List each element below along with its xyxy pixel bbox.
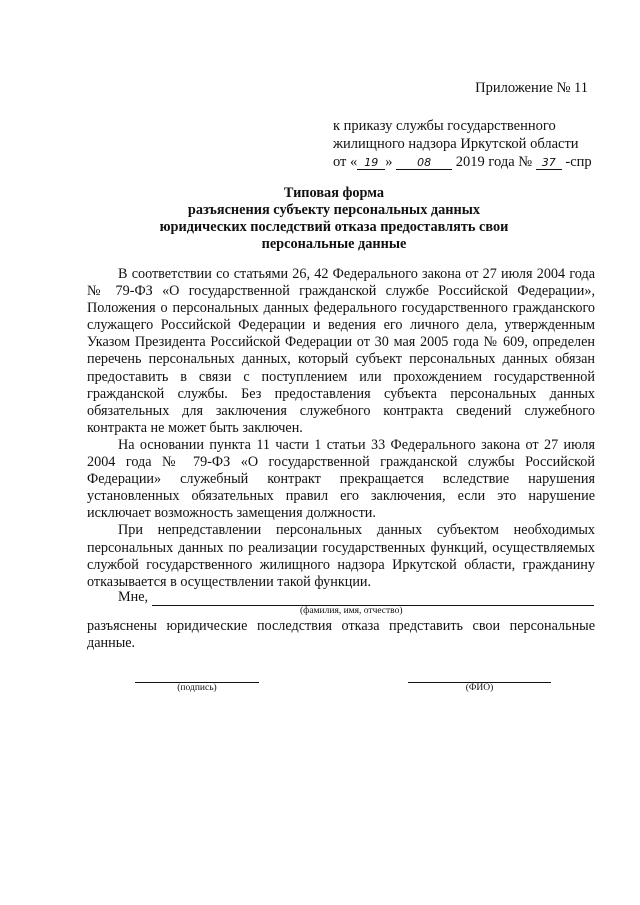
- order-date-line: [333, 153, 592, 171]
- title-line-1: Типовая форма: [283, 185, 385, 201]
- order-year-text: 2019 года №: [455, 154, 533, 170]
- order-line-1: к приказу службы государственного: [333, 118, 556, 134]
- fio-line[interactable]: [408, 670, 551, 683]
- form-title: [118, 185, 550, 253]
- paragraph-2: На основании пункта 11 части 1 статьи 33 Федерального закона от 27 июля 2004 года № 79-ФЗ «О государственной гражданской службы Российской Федерации» служебный контракт прекращается вследствие нарушения установленных обязательных правил его заключения, если это нарушение исключает возможность замещения должности.: [87, 436, 595, 522]
- order-day-handwritten: 19: [357, 157, 385, 170]
- paragraph-3: При непредставлении персональных данных субъектом необходимых персональных данных по реализации государственных функций, осуществляемых службой государственного жилищного надзора Иркутской области, гражданину отказывается в осуществлении такой функции.: [87, 522, 595, 590]
- name-row: [118, 589, 594, 606]
- order-number-handwritten: 37: [536, 157, 562, 170]
- signature-line[interactable]: [135, 670, 259, 683]
- fio-short-hint: (ФИО): [465, 683, 494, 693]
- appendix-number: Приложение № 11: [475, 80, 588, 96]
- body-text: [87, 266, 595, 591]
- order-month-handwritten: 08: [396, 157, 452, 170]
- fio-block: [408, 670, 551, 693]
- order-date-prefix: от «: [333, 154, 358, 170]
- acknowledgement-text: разъяснены юридические последствия отказа представить свои персональные данные.: [87, 618, 595, 652]
- order-line-2: жилищного надзора Иркутской области: [333, 136, 579, 152]
- title-line-2: разъяснения субъекту персональных данных: [187, 202, 481, 218]
- name-entry-line[interactable]: [152, 591, 594, 606]
- signature-hint: (подпись): [177, 683, 217, 693]
- order-reference: [333, 117, 592, 171]
- signature-block: [135, 670, 259, 693]
- fio-hint: (фамилия, имя, отчество): [300, 606, 403, 616]
- me-label: Мне,: [118, 589, 149, 605]
- order-suffix: -спр: [565, 154, 592, 170]
- order-date-mid: »: [385, 154, 393, 170]
- paragraph-1: В соответствии со статьями 26, 42 Федерального закона от 27 июля 2004 года № 79-ФЗ «О государственной гражданской службе Российской Федерации», Положения о персональных данных федерального государственного гражданского служащего Российской Федерации и ведения его личного дела, утвержденным Указом Президента Российской Федерации от 30 мая 2005 года № 609, определен перечень персональных данных, который субъект персональных данных обязан предоставить в связи с поступлением или прохождением государственной гражданской службы. Без предоставления субъекта персональных данных обязательных для заключения служебного контракта сведений служебного контракта не может быть заключен.: [87, 266, 595, 436]
- title-line-3: юридических последствий отказа предоставлять свои персональные данные: [159, 219, 509, 252]
